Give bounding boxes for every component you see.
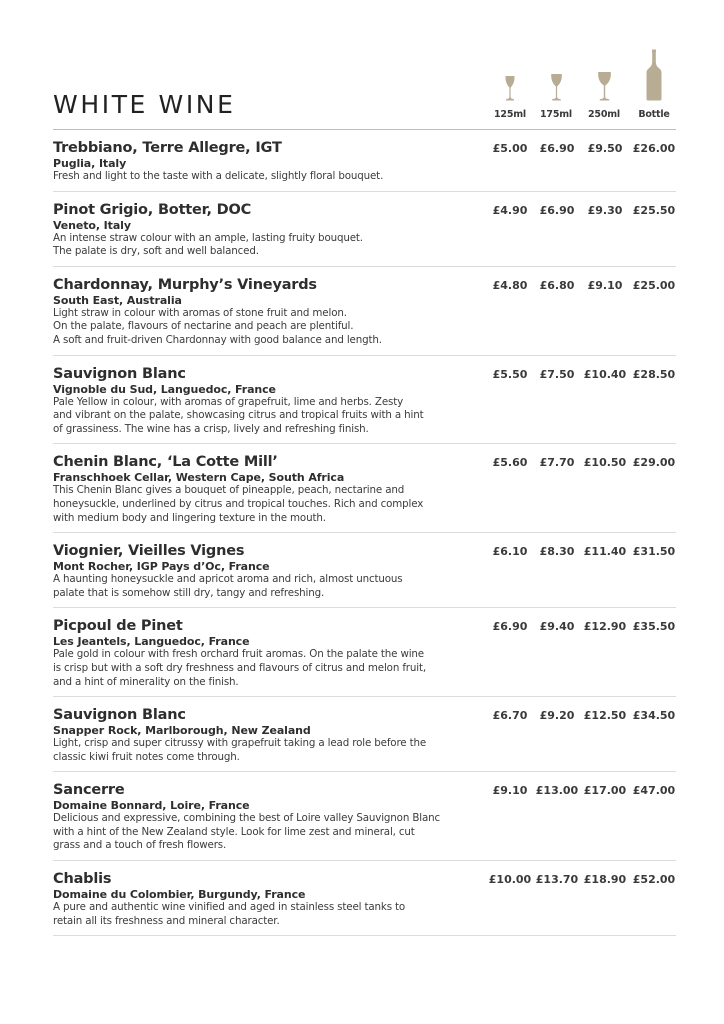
column-label: 125ml <box>494 109 526 120</box>
wine-description: Pale gold in colour with fresh orchard fruit aromas. On the palate the wine is crisp but with a soft dry freshness and flavours of citrus and melon fruit, and a hint of minerality on the finish. <box>53 648 426 688</box>
wine-item <box>53 608 676 697</box>
price-175ml: £7.70 <box>539 456 575 470</box>
price-250ml: £9.50 <box>587 142 623 155</box>
price-125ml: £5.50 <box>492 367 528 381</box>
price-250ml: £11.40 <box>583 545 627 559</box>
wine-item <box>53 533 676 608</box>
small-wine-glass-icon <box>504 75 516 101</box>
wine-name: Sauvignon Blanc <box>53 365 186 382</box>
wine-name: Sancerre <box>53 782 125 799</box>
price-250ml: £9.30 <box>587 203 623 217</box>
medium-wine-glass-icon <box>550 73 563 101</box>
wine-item <box>53 861 676 936</box>
price-175ml: £13.70 <box>535 873 579 887</box>
wine-description: An intense straw colour with an ample, lasting fruity bouquet. The palate is dry, soft and well balanced. <box>53 231 363 258</box>
price-bottle: £47.00 <box>632 784 676 798</box>
price-175ml: £6.80 <box>539 278 575 292</box>
price-175ml: £6.90 <box>539 142 575 155</box>
price-175ml: £13.00 <box>535 784 579 798</box>
wine-origin: Mont Rocher, IGP Pays d’Oc, France <box>53 560 270 574</box>
price-bottle: £31.50 <box>632 545 676 559</box>
price-125ml: £6.70 <box>492 709 528 723</box>
wine-name: Pinot Grigio, Botter, DOC <box>53 201 252 218</box>
wine-item <box>53 356 676 445</box>
price-125ml: £9.10 <box>492 784 528 798</box>
wine-name: Chardonnay, Murphy’s Vineyards <box>53 276 317 293</box>
wine-origin: Franschhoek Cellar, Western Cape, South Africa <box>53 471 345 485</box>
wine-description: Fresh and light to the taste with a delicate, slightly floral bouquet. <box>53 170 384 182</box>
wine-item <box>53 130 676 192</box>
column-label: 250ml <box>588 109 620 120</box>
wine-item <box>53 697 676 772</box>
wine-prices <box>53 620 676 634</box>
wine-name: Trebbiano, Terre Allegre, IGT <box>53 140 282 156</box>
column-bottle <box>631 44 677 120</box>
wine-origin: Vignoble du Sud, Languedoc, France <box>53 382 276 396</box>
wine-name: Chablis <box>53 871 112 888</box>
wine-item <box>53 267 676 356</box>
price-250ml: £9.10 <box>587 278 623 292</box>
price-bottle: £25.00 <box>632 278 676 292</box>
price-bottle: £28.50 <box>632 367 676 381</box>
wine-prices <box>53 784 676 798</box>
wine-description: Light straw in colour with aromas of stone fruit and melon. On the palate, flavours of nectarine and peach are plentiful. A soft and fruit-driven Chardonnay with good balance and length. <box>53 306 382 346</box>
price-125ml: £5.60 <box>492 456 528 470</box>
price-250ml: £17.00 <box>583 784 627 798</box>
wine-origin: Les Jeantels, Languedoc, France <box>53 635 250 649</box>
wine-prices <box>53 873 676 887</box>
page-title: WHITE WINE <box>53 90 236 119</box>
price-175ml: £9.20 <box>539 709 575 723</box>
price-125ml: £6.10 <box>492 545 528 559</box>
wine-prices <box>53 456 676 470</box>
price-175ml: £6.90 <box>539 203 575 217</box>
price-175ml: £8.30 <box>539 545 575 559</box>
wine-prices <box>53 545 676 559</box>
wine-prices <box>53 709 676 723</box>
wine-origin: Veneto, Italy <box>53 218 131 232</box>
price-175ml: £7.50 <box>539 367 575 381</box>
price-bottle: £25.50 <box>632 203 676 217</box>
wine-description: Pale Yellow in colour, with aromas of grapefruit, lime and herbs. Zesty and vibrant on the palate, showcasing citrus and tropical fruits with a hint of grassiness. The wine has a crisp, lively and refreshing finish. <box>53 395 424 435</box>
price-125ml: £5.00 <box>492 142 528 155</box>
price-bottle: £29.00 <box>632 456 676 470</box>
large-wine-glass-icon <box>597 71 612 101</box>
wine-name: Picpoul de Pinet <box>53 618 183 635</box>
wine-item <box>53 772 676 861</box>
wine-name: Viognier, Vieilles Vignes <box>53 543 245 560</box>
price-bottle: £34.50 <box>632 709 676 723</box>
wine-origin: Domaine du Colombier, Burgundy, France <box>53 888 306 902</box>
price-bottle: £35.50 <box>632 620 676 634</box>
price-250ml: £10.40 <box>583 367 627 381</box>
column-label: Bottle <box>638 109 670 120</box>
wine-origin: Snapper Rock, Marlborough, New Zealand <box>53 724 311 738</box>
wine-prices <box>53 368 676 382</box>
wine-item <box>53 444 676 533</box>
wine-name: Chenin Blanc, ‘La Cotte Mill’ <box>53 454 278 471</box>
price-125ml: £6.90 <box>492 620 528 634</box>
price-250ml: £10.50 <box>583 456 627 470</box>
column-250ml <box>581 44 627 120</box>
price-bottle: £26.00 <box>632 142 676 155</box>
wine-prices <box>53 279 676 293</box>
price-250ml: £12.50 <box>583 709 627 723</box>
wine-bottle-icon <box>646 49 662 101</box>
wine-item <box>53 192 676 267</box>
wine-origin: Domaine Bonnard, Loire, France <box>53 799 250 813</box>
column-175ml <box>533 44 579 120</box>
wine-list <box>53 130 676 936</box>
wine-description: A pure and authentic wine vinified and aged in stainless steel tanks to retain all its freshness and mineral character. <box>53 901 406 927</box>
price-250ml: £18.90 <box>583 873 627 887</box>
price-250ml: £12.90 <box>583 620 627 634</box>
wine-prices <box>53 204 676 218</box>
wine-description: Delicious and expressive, combining the best of Loire valley Sauvignon Blanc with a hint of the New Zealand style. Look for lime zest and mineral, cut grass and a touch of fresh flowers. <box>53 812 441 852</box>
wine-origin: South East, Australia <box>53 293 182 307</box>
price-125ml: £4.80 <box>492 278 528 292</box>
wine-description: This Chenin Blanc gives a bouquet of pineapple, peach, nectarine and honeysuckle, underlined by citrus and tropical touches. Rich and complex with medium body and lingering texture in the mouth. <box>53 484 424 524</box>
wine-prices <box>53 142 676 156</box>
wine-description: Light, crisp and super citrussy with grapefruit taking a lead role before the classic kiwi fruit notes come through. <box>53 737 427 763</box>
price-125ml: £4.90 <box>492 203 528 217</box>
wine-origin: Puglia, Italy <box>53 157 127 170</box>
price-175ml: £9.40 <box>539 620 575 634</box>
wine-description: A haunting honeysuckle and apricot aroma and rich, almost unctuous palate that is somehow still dry, tangy and refreshing. <box>53 573 403 599</box>
price-125ml: £10.00 <box>488 873 532 887</box>
column-label: 175ml <box>540 109 572 120</box>
price-bottle: £52.00 <box>632 873 676 887</box>
menu-header <box>53 40 676 130</box>
wine-name: Sauvignon Blanc <box>53 707 186 724</box>
